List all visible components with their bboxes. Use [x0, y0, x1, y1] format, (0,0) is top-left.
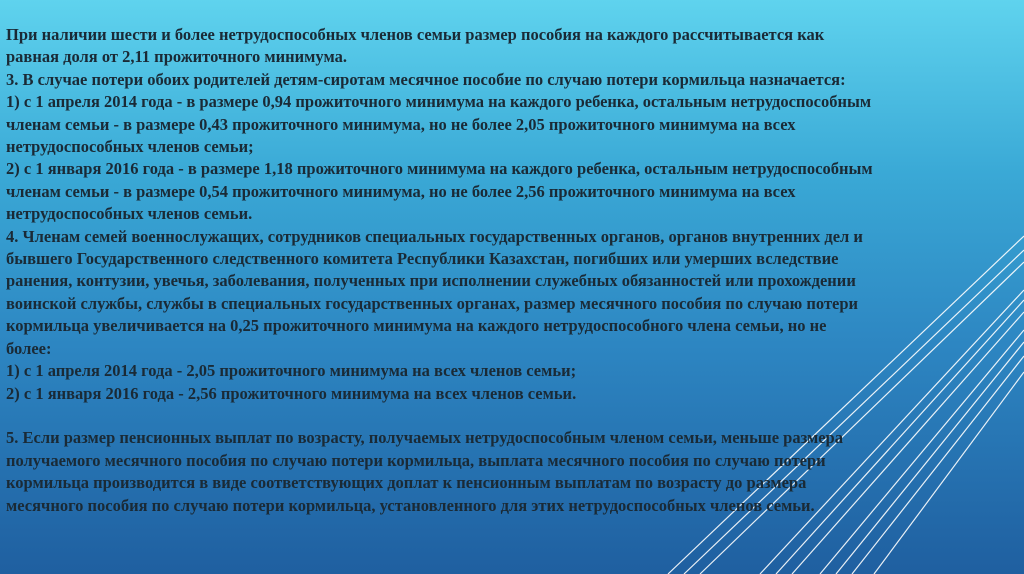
text-line: 1) с 1 апреля 2014 года - в размере 0,94 прожиточного минимума на каждого ребенка, остальным нетрудоспособным — [6, 92, 872, 112]
text-line: кормильца производится в виде соответствующих доплат к пенсионным выплатам по возрасту до размера — [6, 473, 807, 493]
text-line: 2) с 1 января 2016 года - 2,56 прожиточного минимума на всех членов семьи. — [6, 383, 577, 403]
text-line: 3. В случае потери обоих родителей детям-сиротам месячное пособие по случаю потери кормильца назначается: — [6, 69, 846, 89]
text-line: получаемого месячного пособия по случаю потери кормильца, выплата месячного пособия по случаю потери — [6, 450, 826, 470]
text-line: бывшего Государственного следственного комитета Республики Казахстан, погибших или умерших вследствие — [6, 249, 839, 269]
text-line: членам семьи - в размере 0,54 прожиточного минимума, но не более 2,56 прожиточного минимума на всех — [6, 181, 796, 201]
text-line: 2) с 1 января 2016 года - в размере 1,18 прожиточного минимума на каждого ребенка, остальным нетрудоспособным — [6, 159, 873, 179]
text-line: нетрудоспособных членов семьи; — [6, 137, 254, 157]
text-line: более: — [6, 338, 52, 358]
text-line: членам семьи - в размере 0,43 прожиточного минимума, но не более 2,05 прожиточного минимума на всех — [6, 114, 796, 134]
text-line: 1) с 1 апреля 2014 года - 2,05 прожиточного минимума на всех членов семьи; — [6, 361, 577, 381]
slide-body-text — [6, 24, 1014, 517]
text-line: При наличии шести и более нетрудоспособных членов семьи размер пособия на каждого рассчитывается как — [6, 25, 825, 44]
text-line: 5. Если размер пенсионных выплат по возрасту, получаемых нетрудоспособным членом семьи, меньше размера — [6, 428, 843, 448]
text-line: равная доля от 2,11 прожиточного минимума. — [6, 47, 347, 67]
text-line: нетрудоспособных членов семьи. — [6, 204, 253, 224]
text-line: 4. Членам семей военнослужащих, сотрудников специальных государственных органов, органов внутренних дел и — [6, 226, 863, 246]
text-line: воинской службы, службы в специальных государственных органах, размер месячного пособия по случаю потери — [6, 293, 859, 313]
text-line: кормильца увеличивается на 0,25 прожиточного минимума на каждого нетрудоспособного члена семьи, но не — [6, 316, 827, 336]
paragraph-gap — [6, 405, 1014, 427]
text-line: месячного пособия по случаю потери кормильца, установленного для этих нетрудоспособных членов семьи. — [6, 495, 815, 515]
text-line: ранения, контузии, увечья, заболевания, полученных при исполнении служебных обязанностей или прохождении — [6, 271, 856, 291]
